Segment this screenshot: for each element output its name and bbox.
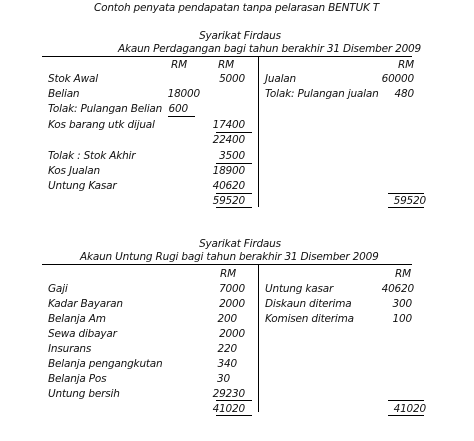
total-rule [216, 400, 252, 401]
total-rule [216, 193, 252, 194]
debit-amount: 22400 [212, 134, 245, 146]
debit-label: Belian [48, 88, 80, 100]
expense-amount: 340 [217, 358, 237, 370]
credit-total: 59520 [393, 195, 426, 207]
debit-amount: 3500 [219, 150, 245, 162]
currency-header: RM [395, 268, 411, 280]
total-rule [388, 415, 424, 416]
t-account-center-rule [258, 56, 259, 207]
currency-header: RM [171, 59, 187, 71]
total-rule [388, 400, 424, 401]
expense-label: Sewa dibayar [48, 328, 117, 340]
document-title: Contoh penyata pendapatan tanpa pelarasan BENTUK T [94, 2, 379, 14]
expense-amount: 220 [217, 343, 237, 355]
pl-company-name: Syarikat Firdaus [199, 238, 281, 250]
debit-total: 59520 [212, 195, 245, 207]
trading-company-name: Syarikat Firdaus [199, 30, 281, 42]
expense-amount: 29230 [212, 388, 245, 400]
credit-total: 41020 [393, 403, 426, 415]
pl-account-title: Akaun Untung Rugi bagi tahun berakhir 31 Disember 2009 [80, 251, 379, 263]
credit-amount: 480 [394, 88, 414, 100]
expense-amount: 2000 [219, 298, 245, 310]
debit-label: Kos barang utk dijual [48, 119, 155, 131]
debit-amount: 18900 [212, 165, 245, 177]
credit-amount: 60000 [381, 73, 414, 85]
total-rule [216, 415, 252, 416]
income-amount: 100 [392, 313, 412, 325]
currency-header: RM [398, 59, 414, 71]
income-label: Untung kasar [265, 283, 334, 295]
debit-inner-amount: 18000 [167, 88, 200, 100]
expense-amount: 30 [217, 373, 230, 385]
income-amount: 40620 [381, 283, 414, 295]
trading-account-title: Akaun Perdagangan bagi tahun berakhir 31 Disember 2009 [118, 43, 422, 55]
total-rule [388, 193, 424, 194]
expense-label: Belanja Am [48, 313, 106, 325]
subtotal-rule [216, 163, 252, 164]
debit-amount: 5000 [219, 73, 245, 85]
expense-label: Kadar Bayaran [48, 298, 123, 310]
t-account-top-rule [42, 264, 412, 265]
t-account-center-rule [258, 264, 259, 412]
debit-total: 41020 [212, 403, 245, 415]
expense-amount: 2000 [219, 328, 245, 340]
expense-label: Untung bersih [48, 388, 120, 400]
subtotal-rule [216, 132, 252, 133]
credit-label: Jualan [265, 73, 296, 85]
expense-label: Insurans [48, 343, 92, 355]
currency-header: RM [220, 268, 236, 280]
expense-amount: 7000 [219, 283, 245, 295]
expense-amount: 200 [217, 313, 237, 325]
debit-label: Tolak : Stok Akhir [48, 150, 136, 162]
total-rule [388, 207, 424, 208]
expense-label: Belanja pengangkutan [48, 358, 163, 370]
currency-header: RM [218, 59, 234, 71]
debit-amount: 40620 [212, 180, 245, 192]
expense-label: Gaji [48, 283, 68, 295]
income-label: Diskaun diterima [265, 298, 352, 310]
debit-label: Tolak: Pulangan Belian [48, 103, 163, 115]
debit-label: Stok Awal [48, 73, 98, 85]
income-amount: 300 [392, 298, 412, 310]
debit-inner-amount: 600 [168, 103, 188, 115]
t-account-top-rule [42, 56, 412, 57]
credit-label: Tolak: Pulangan jualan [265, 88, 379, 100]
subtotal-rule [168, 116, 195, 117]
income-label: Komisen diterima [265, 313, 354, 325]
total-rule [216, 207, 252, 208]
debit-label: Untung Kasar [48, 180, 117, 192]
debit-label: Kos Jualan [48, 165, 100, 177]
expense-label: Belanja Pos [48, 373, 107, 385]
debit-amount: 17400 [212, 119, 245, 131]
